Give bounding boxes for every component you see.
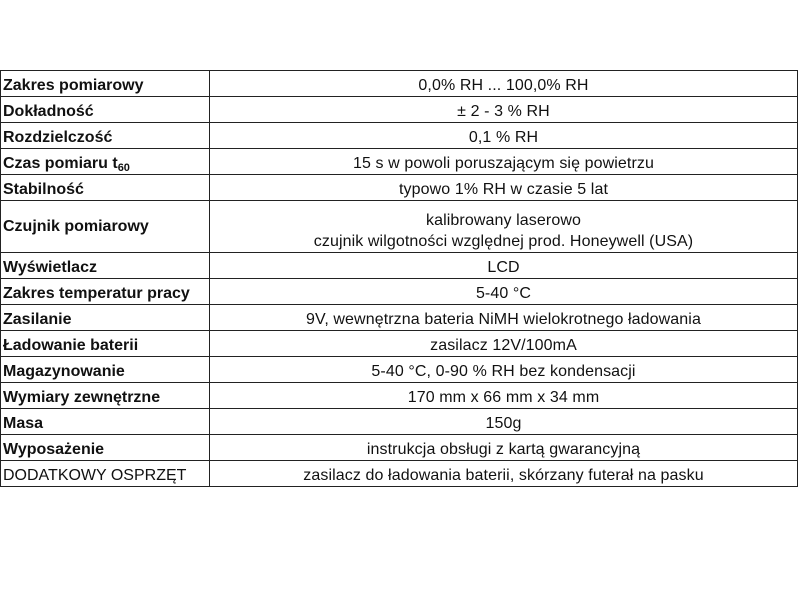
table-row — [1, 279, 798, 305]
row-value: ± 2 - 3 % RH — [210, 97, 798, 123]
row-label: Czujnik pomiarowy — [1, 201, 210, 253]
row-value: 0,1 % RH — [210, 123, 798, 149]
row-value: 9V, wewnętrzna bateria NiMH wielokrotnego ładowania — [210, 305, 798, 331]
spec-table — [0, 70, 798, 487]
table-row — [1, 123, 798, 149]
row-value: typowo 1% RH w czasie 5 lat — [210, 175, 798, 201]
table-row — [1, 175, 798, 201]
table-row — [1, 253, 798, 279]
row-label: Zasilanie — [1, 305, 210, 331]
row-value: 5-40 °C — [210, 279, 798, 305]
row-label: Rozdzielczość — [1, 123, 210, 149]
table-row — [1, 305, 798, 331]
row-value-line: kalibrowany laserowo — [426, 212, 581, 229]
row-label: Zakres pomiarowy — [1, 71, 210, 97]
row-value: zasilacz do ładowania baterii, skórzany futerał na pasku — [210, 461, 798, 487]
table-row — [1, 357, 798, 383]
row-label: DODATKOWY OSPRZĘT — [1, 461, 210, 487]
table-row — [1, 461, 798, 487]
table-row — [1, 409, 798, 435]
row-label: Dokładność — [1, 97, 210, 123]
row-value: LCD — [210, 253, 798, 279]
table-row — [1, 71, 798, 97]
row-label: Masa — [1, 409, 210, 435]
row-value: instrukcja obsługi z kartą gwarancyjną — [210, 435, 798, 461]
table-row — [1, 383, 798, 409]
row-label-subscript: 60 — [117, 162, 130, 174]
row-label — [1, 149, 210, 175]
row-label: Stabilność — [1, 175, 210, 201]
row-value: zasilacz 12V/100mA — [210, 331, 798, 357]
row-label: Magazynowanie — [1, 357, 210, 383]
row-value: 150g — [210, 409, 798, 435]
table-row — [1, 149, 798, 175]
table-row — [1, 97, 798, 123]
table-row — [1, 201, 798, 253]
row-label: Ładowanie baterii — [1, 331, 210, 357]
row-value: 0,0% RH ... 100,0% RH — [210, 71, 798, 97]
row-value: 15 s w powoli poruszającym się powietrzu — [210, 149, 798, 175]
row-label: Wymiary zewnętrzne — [1, 383, 210, 409]
row-value: 170 mm x 66 mm x 34 mm — [210, 383, 798, 409]
row-value: 5-40 °C, 0-90 % RH bez kondensacji — [210, 357, 798, 383]
table-row — [1, 435, 798, 461]
row-label-text: Czas pomiaru t — [3, 155, 118, 172]
row-label: Wyposażenie — [1, 435, 210, 461]
row-label: Zakres temperatur pracy — [1, 279, 210, 305]
row-label: Wyświetlacz — [1, 253, 210, 279]
table-row — [1, 331, 798, 357]
row-value-line: czujnik wilgotności względnej prod. Honeywell (USA) — [313, 233, 694, 250]
row-value — [210, 201, 798, 253]
